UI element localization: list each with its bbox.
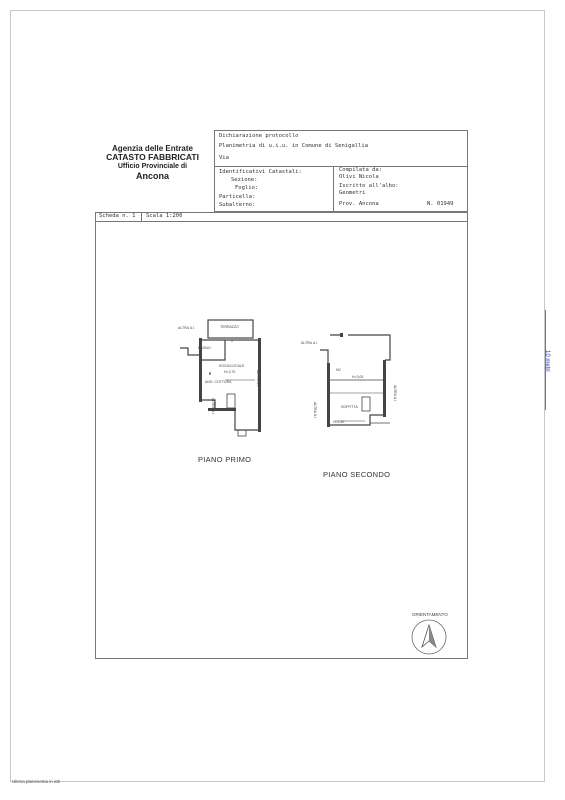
- drawing-sheet: [95, 212, 468, 659]
- terrazzo-label: TERRAZZO: [220, 325, 239, 329]
- bagno-label: BAGNO: [198, 346, 211, 350]
- primo-altra-top: ALTRA U.I.: [178, 326, 196, 330]
- piano-secondo-label: PIANO SECONDO: [323, 470, 391, 479]
- scheda-label: Scheda n. 1: [99, 213, 136, 219]
- foglio-label: Foglio:: [235, 185, 259, 191]
- primo-altra-right: ALTRA U.I.: [256, 370, 260, 388]
- primo-altra-left: ALTRA U.I.: [211, 398, 215, 416]
- secondo-height-1: H=3,00: [352, 375, 364, 379]
- agency-block: [90, 144, 215, 181]
- nc-label: NC: [336, 368, 342, 372]
- secondo-altra-top: ALTRA U.I.: [301, 341, 319, 345]
- identificativi-label: Identificativi Catastali:: [219, 169, 302, 175]
- via-label: Via: [219, 155, 229, 161]
- soggiorno-label: SOGG/LOCALE: [219, 364, 245, 368]
- soffitta-label: SOFFITTA: [341, 405, 358, 409]
- particella-label: Particella:: [219, 194, 256, 200]
- scala-label: Scala 1:200: [146, 213, 183, 219]
- header-top-row: [215, 131, 467, 167]
- secondo-altra-left: ALTRA U.I.: [313, 402, 317, 420]
- piano-primo-label: PIANO PRIMO: [198, 455, 252, 464]
- footer-note: Ultima planimetria in atti: [12, 779, 61, 784]
- terrazzo-outline: [208, 320, 253, 338]
- header-box: [214, 130, 468, 212]
- scale-label: 10 metri: [544, 350, 550, 372]
- numero-label: N. 01949: [427, 201, 454, 207]
- compass-icon: [408, 617, 450, 657]
- iscritto-label: Iscritto all'albo:: [339, 183, 399, 189]
- agency-name: Agenzia delle Entrate: [112, 144, 193, 153]
- prov-label: Prov. Ancona: [339, 201, 379, 207]
- header-title: Dichiarazione protocollo: [219, 133, 299, 139]
- province-name: Ancona: [135, 171, 169, 181]
- sheet-bar-divider: [141, 213, 142, 221]
- cottura-label: ANG. COTTURA: [205, 380, 232, 384]
- iscritto-value: Geometri: [339, 190, 366, 196]
- orientamento-label: ORIENTAMENTO: [412, 612, 448, 617]
- secondo-altra-right: ALTRA U.I.: [393, 385, 397, 403]
- primo-height: H=2,70: [224, 370, 236, 374]
- sheet-bar: [96, 213, 467, 222]
- sezione-label: Sezione:: [231, 177, 258, 183]
- secondo-height-2: H=1,50: [333, 420, 345, 424]
- header-divider: [333, 166, 334, 211]
- subalterno-label: Subalterno:: [219, 202, 256, 208]
- compilata-label: Compilata da:: [339, 167, 383, 173]
- compilata-value: Olivi Nicola: [339, 174, 379, 180]
- office-label: Ufficio Provinciale di: [117, 162, 188, 170]
- catasto-title: CATASTO FABBRICATI: [106, 152, 199, 163]
- planimetria-line: Planimetria di u.i.u. in Comune di Senigallia: [219, 143, 369, 149]
